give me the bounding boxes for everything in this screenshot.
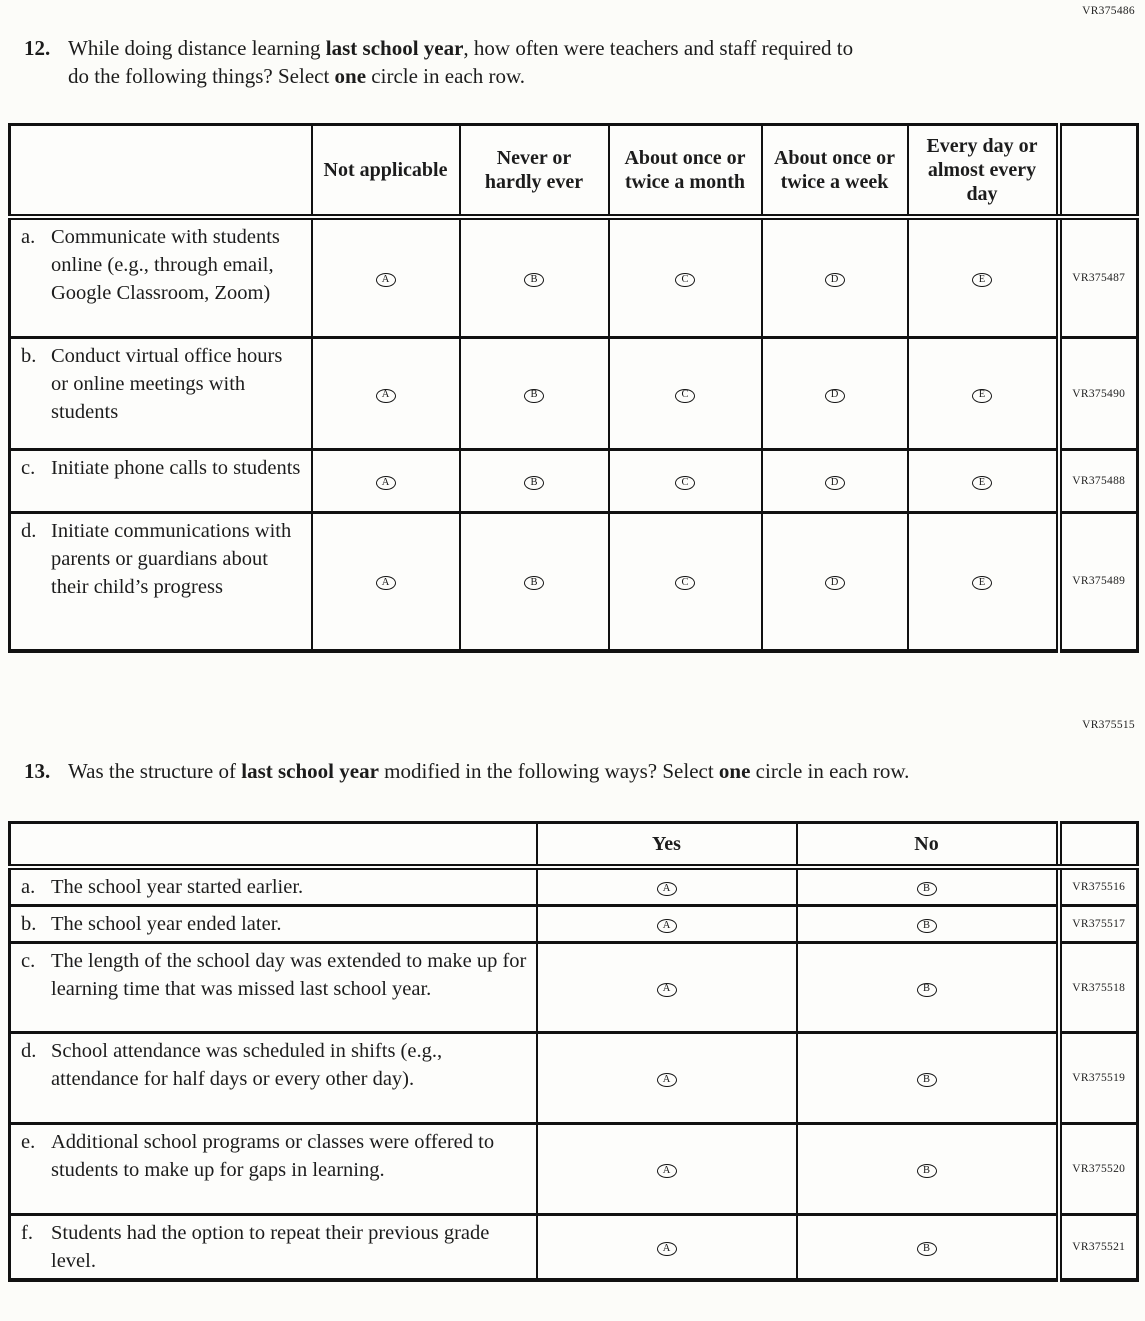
q13-text-part: Was the structure of	[68, 758, 242, 783]
answer-circle-c[interactable]: C	[675, 389, 695, 403]
answer-circle-b[interactable]: B	[917, 983, 937, 997]
q13-header-yes: Yes	[537, 822, 797, 867]
q13-row-f-stem	[10, 1215, 537, 1281]
q13-row-e-stem	[10, 1124, 537, 1215]
section-code-q12: VR375486	[1082, 5, 1135, 17]
q12-d-option-cell	[460, 513, 609, 651]
q12-row-b	[10, 338, 1138, 450]
q13-d-no-cell	[797, 1033, 1059, 1124]
q13-text-part: circle in each row.	[750, 758, 910, 783]
answer-circle-b[interactable]: B	[917, 919, 937, 933]
row-label: Communicate with students online (e.g., through email, Google Classroom, Zoom)	[51, 225, 280, 304]
q12-row-c	[10, 450, 1138, 513]
q12-a-option-cell	[609, 217, 762, 338]
answer-circle-e[interactable]: E	[972, 389, 992, 403]
q13-text-part: modified in the following ways? Select	[378, 758, 719, 783]
row-label: Initiate communications with parents or guardians about their child’s progress	[51, 520, 292, 598]
q13-row-e	[10, 1124, 1138, 1215]
q13-row-c-stem	[10, 943, 537, 1033]
q12-c-option-cell	[908, 450, 1059, 513]
answer-circle-a[interactable]: A	[376, 476, 396, 490]
answer-circle-a[interactable]: A	[657, 1073, 677, 1087]
item-code: VR375517	[1059, 906, 1138, 943]
q12-text-bold: last school year	[325, 36, 464, 60]
answer-circle-a[interactable]: A	[657, 1242, 677, 1256]
q12-a-option-cell	[762, 217, 908, 338]
row-letter: b.	[21, 345, 37, 367]
q13-a-yes-cell	[537, 867, 797, 906]
q12-d-option-cell	[609, 513, 762, 651]
answer-circle-a[interactable]: A	[376, 389, 396, 403]
answer-circle-a[interactable]: A	[376, 576, 396, 590]
q12-d-option-cell	[908, 513, 1059, 651]
q13-text-bold: one	[718, 758, 751, 783]
row-letter: a.	[21, 876, 36, 898]
item-code: VR375487	[1059, 217, 1138, 338]
q12-c-option-cell	[312, 450, 460, 513]
q12-header-not-applicable: Not applicable	[312, 125, 460, 217]
answer-circle-c[interactable]: C	[675, 476, 695, 490]
row-label: Additional school programs or classes were offered to students to make up for gaps in learning.	[51, 1131, 495, 1181]
q12-row-a	[10, 217, 1138, 338]
row-letter: f.	[21, 1222, 33, 1244]
answer-circle-b[interactable]: B	[524, 389, 544, 403]
answer-circle-b[interactable]: B	[917, 1164, 937, 1178]
q12-header-code	[1059, 125, 1138, 217]
q13-row-b-stem	[10, 906, 537, 943]
row-label: Conduct virtual office hours or online meetings with students	[51, 345, 283, 423]
answer-circle-c[interactable]: C	[675, 273, 695, 287]
q12-d-option-cell	[762, 513, 908, 651]
answer-circle-a[interactable]: A	[657, 919, 677, 933]
q12-text-part: circle in each row.	[366, 64, 526, 88]
answer-circle-b[interactable]: B	[917, 1073, 937, 1087]
answer-circle-b[interactable]: B	[524, 273, 544, 287]
row-letter: e.	[21, 1131, 36, 1153]
q12-c-option-cell	[762, 450, 908, 513]
q12-row-d	[10, 513, 1138, 651]
item-code: VR375519	[1059, 1033, 1138, 1124]
q13-row-c	[10, 943, 1138, 1033]
q12-row-a-stem	[10, 217, 312, 338]
q13-header-code	[1059, 822, 1138, 867]
q12-d-option-cell	[312, 513, 460, 651]
q13-e-no-cell	[797, 1124, 1059, 1215]
q13-row-a	[10, 867, 1138, 906]
q13-f-yes-cell	[537, 1215, 797, 1281]
question-12	[24, 34, 1145, 90]
item-code: VR375490	[1059, 338, 1138, 450]
answer-circle-e[interactable]: E	[972, 576, 992, 590]
answer-circle-a[interactable]: A	[657, 1164, 677, 1178]
row-letter: d.	[21, 1040, 37, 1062]
answer-circle-d[interactable]: D	[825, 273, 845, 287]
q12-text-part: While doing distance learning	[68, 36, 326, 60]
q13-row-f	[10, 1215, 1138, 1281]
q13-a-no-cell	[797, 867, 1059, 906]
row-label: Initiate phone calls to students	[51, 457, 301, 479]
q12-header-once-month: About once or twice a month	[609, 125, 762, 217]
answer-circle-a[interactable]: A	[657, 882, 677, 896]
answer-circle-b[interactable]: B	[524, 476, 544, 490]
q12-row-c-stem	[10, 450, 312, 513]
q13-d-yes-cell	[537, 1033, 797, 1124]
q13-row-b	[10, 906, 1138, 943]
answer-circle-b[interactable]: B	[917, 882, 937, 896]
answer-circle-a[interactable]: A	[376, 273, 396, 287]
q12-a-option-cell	[908, 217, 1059, 338]
item-code: VR375488	[1059, 450, 1138, 513]
q12-c-option-cell	[460, 450, 609, 513]
q13-row-d	[10, 1033, 1138, 1124]
item-code: VR375518	[1059, 943, 1138, 1033]
q13-text-bold: last school year	[241, 758, 379, 783]
q12-text-bold: one	[334, 64, 367, 88]
q13-response-grid	[8, 821, 1139, 1283]
q12-a-option-cell	[312, 217, 460, 338]
row-letter: a.	[21, 225, 36, 248]
q12-b-option-cell	[762, 338, 908, 450]
answer-circle-e[interactable]: E	[972, 476, 992, 490]
q12-text-part: , how often were teachers and staff required to do the following things? Select	[68, 36, 854, 88]
answer-circle-d[interactable]: D	[825, 389, 845, 403]
row-label: The school year started earlier.	[51, 876, 304, 898]
q13-header-empty	[10, 822, 537, 867]
item-code: VR375520	[1059, 1124, 1138, 1215]
answer-circle-b[interactable]: B	[917, 1242, 937, 1256]
answer-circle-c[interactable]: C	[675, 576, 695, 590]
row-letter: b.	[21, 913, 37, 935]
question-13-number: 13.	[24, 758, 51, 783]
q12-c-option-cell	[609, 450, 762, 513]
item-code: VR375516	[1059, 867, 1138, 906]
answer-circle-d[interactable]: D	[825, 476, 845, 490]
q13-b-no-cell	[797, 906, 1059, 943]
q12-row-d-stem	[10, 513, 312, 651]
q13-f-no-cell	[797, 1215, 1059, 1281]
q13-row-d-stem	[10, 1033, 537, 1124]
q12-b-option-cell	[609, 338, 762, 450]
row-letter: d.	[21, 520, 37, 542]
q13-header-row	[10, 822, 1138, 867]
row-label: Students had the option to repeat their previous grade level.	[51, 1222, 490, 1272]
question-13	[24, 757, 1145, 785]
row-letter: c.	[21, 457, 36, 479]
q12-b-option-cell	[908, 338, 1059, 450]
q13-b-yes-cell	[537, 906, 797, 943]
q12-header-empty	[10, 125, 312, 217]
item-code: VR375521	[1059, 1215, 1138, 1281]
row-label: The length of the school day was extended to make up for learning time that was missed last school year.	[51, 950, 527, 1000]
row-letter: c.	[21, 950, 36, 972]
answer-circle-e[interactable]: E	[972, 273, 992, 287]
q12-header-every-day: Every day or almost every day	[908, 125, 1059, 217]
q13-c-no-cell	[797, 943, 1059, 1033]
question-13-text	[68, 757, 909, 785]
q12-a-option-cell	[460, 217, 609, 338]
question-12-text	[68, 34, 868, 90]
q12-response-grid	[8, 123, 1139, 653]
item-code: VR375489	[1059, 513, 1138, 651]
q12-header-once-week: About once or twice a week	[762, 125, 908, 217]
question-12-number: 12.	[24, 36, 51, 60]
q13-header-no: No	[797, 822, 1059, 867]
section-code-q13: VR375515	[1082, 718, 1135, 731]
q12-header-never: Never or hardly ever	[460, 125, 609, 217]
q13-e-yes-cell	[537, 1124, 797, 1215]
q12-row-b-stem	[10, 338, 312, 450]
row-label: School attendance was scheduled in shifts (e.g., attendance for half days or every other day).	[51, 1040, 443, 1090]
row-label: The school year ended later.	[51, 913, 282, 935]
q13-c-yes-cell	[537, 943, 797, 1033]
q12-header-row	[10, 125, 1138, 217]
q12-b-option-cell	[460, 338, 609, 450]
answer-circle-b[interactable]: B	[524, 576, 544, 590]
answer-circle-d[interactable]: D	[825, 576, 845, 590]
q13-row-a-stem	[10, 867, 537, 906]
q12-b-option-cell	[312, 338, 460, 450]
answer-circle-a[interactable]: A	[657, 983, 677, 997]
